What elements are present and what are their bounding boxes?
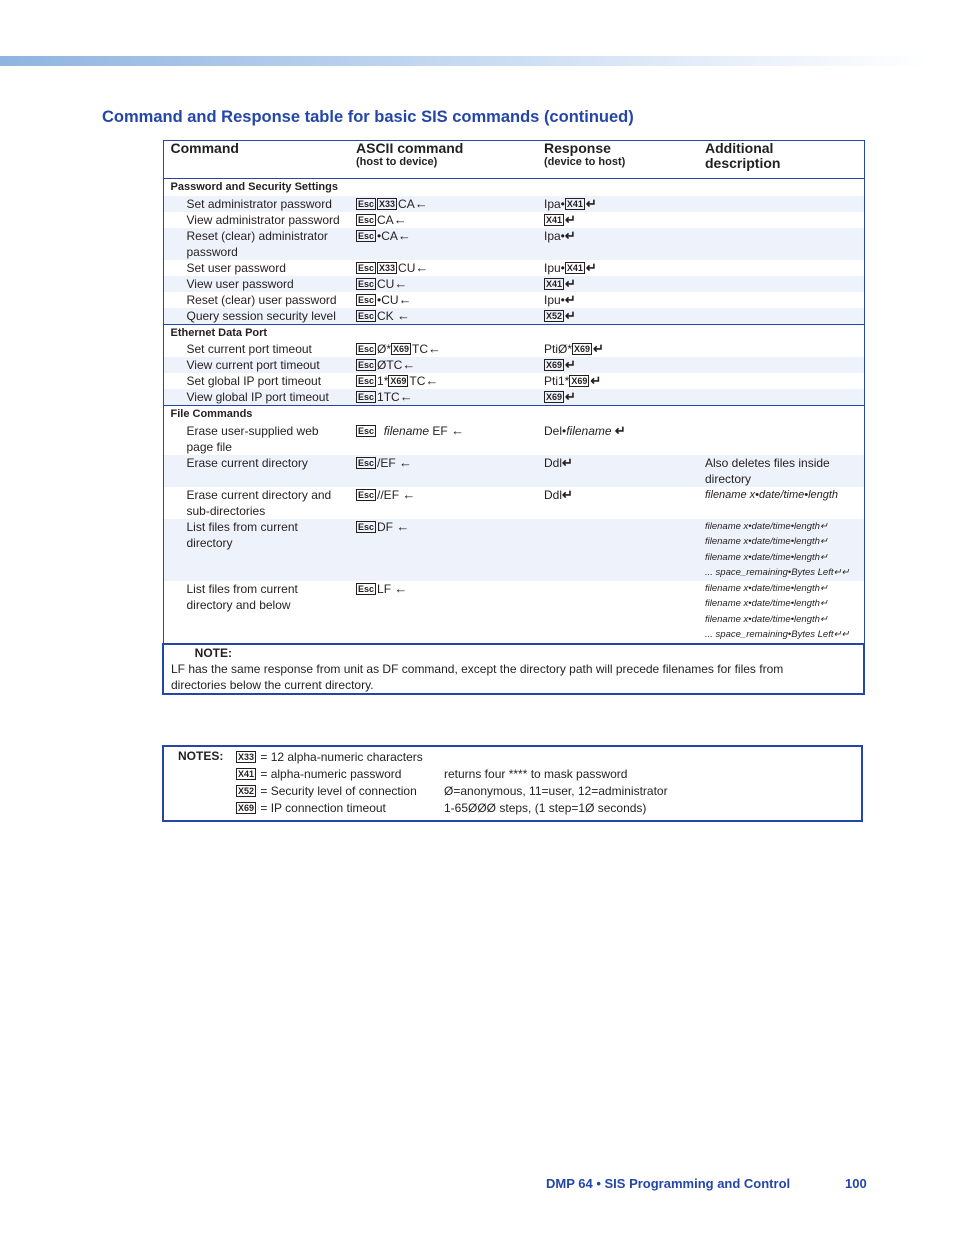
header-command: Command	[163, 141, 349, 179]
response-cell	[537, 519, 698, 581]
command-description: View administrator password	[186, 212, 340, 227]
command-text: Ipa•	[544, 228, 565, 243]
section-header-row	[163, 324, 864, 341]
ascii-command-cell	[349, 228, 537, 260]
variable-text: filename	[566, 423, 612, 438]
table-row	[163, 373, 864, 389]
x69-key-box: X69	[574, 344, 591, 354]
command-description: Set administrator password	[163, 196, 349, 212]
ascii-command-cell	[349, 292, 537, 308]
command-text: Ø*	[377, 342, 392, 356]
notes-extra-text: 1-65ØØØ steps, (1 step=1Ø seconds)	[444, 801, 647, 815]
command-text: Pti1*	[544, 374, 570, 388]
send-arrow-icon: ←	[397, 227, 411, 243]
notes-definition	[236, 749, 423, 765]
esc-key-box: Esc	[358, 360, 375, 370]
return-arrow-icon: ↵	[585, 259, 597, 275]
ascii-command-cell	[349, 196, 537, 212]
table-row	[163, 228, 864, 260]
response-cell	[537, 292, 698, 308]
response-cell	[537, 196, 698, 212]
command-description: List files from current directory and below	[186, 581, 298, 612]
command-text: CA	[377, 212, 394, 227]
return-arrow-icon: ↵	[564, 291, 576, 307]
file-listing-line: filename x•date/time•length↵	[705, 520, 828, 532]
ascii-command-cell	[349, 455, 537, 487]
esc-key-box: Esc	[358, 262, 375, 273]
send-arrow-icon: ←	[414, 195, 428, 211]
file-listing-line: filename x•date/time•length↵	[705, 582, 828, 594]
return-arrow-icon: ↵	[590, 373, 602, 388]
x69-key-box: X69	[393, 344, 410, 354]
header-ascii: ASCII command (host to device)	[349, 141, 537, 179]
additional-description	[698, 228, 864, 260]
file-listing-line: ... space_remaining•Bytes Left↵↵	[705, 629, 850, 640]
notes-definition	[236, 766, 401, 782]
x33-key-box: X33	[238, 752, 255, 762]
esc-key-box: Esc	[358, 198, 375, 209]
section-title: Ethernet Data Port	[163, 324, 864, 341]
return-arrow-icon: ↵	[614, 422, 626, 438]
ascii-command-cell	[349, 581, 537, 644]
command-description: List files from current directory	[163, 519, 349, 581]
response-cell	[537, 581, 698, 644]
send-arrow-icon: ←	[394, 275, 408, 291]
esc-key-box: Esc	[358, 583, 375, 594]
table-body	[163, 179, 864, 644]
return-arrow-icon: ↵	[565, 307, 576, 323]
x41-key-box: X41	[546, 214, 563, 225]
note-cell	[163, 644, 864, 694]
esc-key-box: Esc	[358, 294, 375, 305]
return-arrow-icon: ↵	[564, 227, 576, 243]
file-listing-line: ... space_remaining•Bytes Left↵↵	[705, 567, 850, 578]
additional-description	[698, 308, 864, 325]
return-arrow-icon: ↵	[562, 486, 573, 502]
ascii-command-cell	[349, 341, 537, 357]
header-response: Response (device to host)	[537, 141, 698, 179]
esc-key-box: Esc	[358, 376, 375, 386]
table-row	[163, 276, 864, 292]
x52-key-box: X52	[238, 786, 255, 796]
command-description: Reset (clear) user password	[186, 292, 337, 307]
response-cell	[537, 455, 698, 487]
send-arrow-icon: ←	[415, 259, 429, 275]
notes-item	[236, 749, 856, 765]
section-title: File Commands	[163, 406, 864, 423]
send-arrow-icon: ←	[394, 580, 408, 596]
table-row	[163, 487, 864, 519]
table-row	[163, 357, 864, 373]
additional-description	[698, 357, 864, 373]
command-text: •CA	[377, 228, 398, 243]
file-listing-line: filename x•date/time•length↵	[705, 598, 828, 609]
notes-item	[236, 766, 856, 782]
command-text: CU	[377, 276, 395, 291]
notes-definition-text: = Security level of connection	[257, 784, 417, 798]
notes-label: NOTES:	[178, 749, 224, 763]
additional-description	[698, 276, 864, 292]
command-text: TC	[412, 342, 429, 356]
response-cell	[537, 389, 698, 406]
command-description: Set user password	[186, 260, 286, 275]
additional-description	[698, 423, 864, 455]
note-row	[163, 644, 864, 694]
section-header-row	[163, 406, 864, 423]
header-additional: Additional description	[698, 141, 864, 179]
table-row	[163, 519, 864, 581]
x33-key-box: X33	[379, 198, 396, 209]
esc-key-box: Esc	[358, 310, 375, 321]
send-arrow-icon: ←	[399, 389, 413, 404]
notes-definition-text: = 12 alpha-numeric characters	[257, 750, 423, 764]
send-arrow-icon: ←	[451, 422, 465, 438]
x41-key-box: X41	[566, 198, 583, 209]
additional-description	[698, 260, 864, 276]
ascii-command-cell	[349, 357, 537, 373]
table-row	[163, 389, 864, 406]
file-listing-line: filename x•date/time•length↵	[705, 551, 828, 563]
command-text: /EF	[377, 455, 400, 470]
page-number: 100	[845, 1176, 867, 1191]
command-text: CK	[377, 308, 398, 323]
footer-title: DMP 64 • SIS Programming and Control	[546, 1176, 791, 1191]
notes-box	[162, 745, 863, 822]
return-arrow-icon: ↵	[565, 211, 576, 227]
esc-key-box: Esc	[358, 457, 375, 468]
notes-extra-text: Ø=anonymous, 11=user, 12=administrator	[444, 784, 668, 798]
send-arrow-icon: ←	[402, 486, 416, 502]
response-cell	[537, 423, 698, 455]
additional-description: Also deletes files inside directory	[698, 455, 864, 487]
additional-description	[698, 292, 864, 308]
table-row	[163, 292, 864, 308]
ascii-command-cell	[349, 308, 537, 325]
x69-key-box: X69	[390, 376, 407, 386]
notes-definition-text: = alpha-numeric password	[257, 767, 402, 781]
send-arrow-icon: ←	[425, 373, 439, 388]
return-arrow-icon: ↵	[565, 357, 576, 372]
command-text: Ipu•	[544, 260, 565, 275]
command-text: 1*	[377, 374, 389, 388]
command-description: View user password	[163, 276, 349, 292]
table-row	[163, 581, 864, 644]
command-text	[377, 424, 384, 438]
notes-definition-text: = IP connection timeout	[257, 801, 386, 815]
ascii-command-cell	[349, 276, 537, 292]
ascii-command-cell	[349, 423, 537, 455]
x69-key-box: X69	[571, 376, 588, 386]
notes-definition	[236, 783, 417, 799]
x52-key-box: X52	[546, 310, 563, 321]
esc-key-box: Esc	[358, 278, 375, 289]
response-cell	[537, 308, 698, 325]
esc-key-box: Esc	[358, 489, 375, 500]
x41-key-box: X41	[238, 769, 255, 779]
return-arrow-icon: ↵	[565, 389, 576, 404]
command-text: Ipa•	[544, 196, 565, 211]
command-text: •CU	[377, 292, 399, 307]
ascii-command-cell	[349, 487, 537, 519]
command-text: Ipu•	[544, 292, 565, 307]
file-listing-line: filename x•date/time•length↵	[705, 536, 828, 547]
command-text: 1TC	[377, 390, 400, 404]
command-text: TC	[409, 374, 426, 388]
additional-description	[698, 196, 864, 212]
x33-key-box: X33	[379, 262, 396, 273]
response-cell	[537, 487, 698, 519]
command-description: Erase current directory and sub-directories	[186, 487, 332, 518]
notes-item	[236, 800, 856, 816]
notes-definition	[236, 800, 386, 816]
command-text: CU	[398, 260, 416, 275]
send-arrow-icon: ←	[399, 454, 413, 470]
table-header-row	[163, 141, 864, 179]
command-table	[162, 140, 865, 695]
send-arrow-icon: ←	[402, 357, 416, 372]
command-text: PtiØ*	[544, 342, 573, 356]
send-arrow-icon: ←	[428, 341, 442, 356]
x69-key-box: X69	[546, 392, 563, 402]
ascii-command-cell	[349, 212, 537, 228]
additional-description	[698, 581, 864, 644]
additional-description	[698, 519, 864, 581]
command-description: View global IP port timeout	[163, 389, 349, 406]
command-text: Ddl	[544, 487, 563, 502]
esc-key-box: Esc	[358, 425, 375, 436]
additional-description	[698, 341, 864, 357]
command-text: Ddl	[544, 455, 563, 470]
esc-key-box: Esc	[358, 344, 375, 354]
additional-description	[698, 373, 864, 389]
command-text: Del•	[544, 423, 567, 438]
response-cell	[537, 341, 698, 357]
table-row	[163, 423, 864, 455]
return-arrow-icon: ↵	[562, 454, 573, 470]
ascii-command-cell	[349, 519, 537, 581]
command-text: CA	[398, 196, 415, 211]
esc-key-box: Esc	[358, 214, 375, 225]
table-row	[163, 212, 864, 228]
response-cell	[537, 276, 698, 292]
x41-key-box: X41	[566, 262, 583, 273]
section-title: Password and Security Settings	[170, 181, 338, 193]
send-arrow-icon: ←	[396, 518, 410, 534]
send-arrow-icon: ←	[397, 307, 411, 323]
esc-key-box: Esc	[358, 521, 375, 532]
table-row	[163, 455, 864, 487]
command-description: Erase current directory	[163, 455, 349, 487]
page-title: Command and Response table for basic SIS commands (continued)	[102, 108, 634, 126]
response-cell	[537, 357, 698, 373]
return-arrow-icon: ↵	[585, 195, 597, 211]
command-text: //EF	[377, 487, 403, 502]
send-arrow-icon: ←	[398, 291, 412, 307]
top-gradient-bar	[0, 56, 930, 66]
command-description: Erase user-supplied web page file	[186, 423, 319, 454]
additional-description: filename x•date/time•length	[705, 488, 839, 501]
response-cell	[537, 373, 698, 389]
command-description: View current port timeout	[163, 357, 349, 373]
table-row	[163, 260, 864, 276]
note-label: NOTE:	[194, 645, 232, 660]
esc-key-box: Esc	[358, 392, 375, 402]
table-row	[163, 308, 864, 325]
notes-item	[236, 783, 856, 799]
command-description: Query session security level	[163, 308, 349, 325]
response-cell	[537, 260, 698, 276]
command-description: Reset (clear) administrator password	[163, 228, 349, 260]
command-text: ØTC	[377, 358, 403, 372]
table-row	[163, 196, 864, 212]
command-text: EF	[429, 423, 452, 438]
table-row	[163, 341, 864, 357]
section-header-row	[163, 179, 864, 196]
ascii-command-cell	[349, 260, 537, 276]
additional-description	[698, 389, 864, 406]
variable-text: filename	[383, 423, 430, 438]
notes-extra-text: returns four **** to mask password	[444, 767, 628, 781]
send-arrow-icon: ←	[393, 211, 407, 227]
command-description: Set current port timeout	[186, 342, 312, 356]
note-text: LF has the same response from unit as DF command, except the directory path will precede filenames for files from directories below the current directory.	[171, 661, 784, 692]
command-description: Set global IP port timeout	[186, 374, 322, 388]
x41-key-box: X41	[546, 278, 563, 289]
x69-key-box: X69	[546, 360, 563, 370]
command-text: LF	[377, 581, 395, 596]
additional-description	[698, 212, 864, 228]
x69-key-box: X69	[238, 803, 255, 813]
response-cell	[537, 212, 698, 228]
esc-key-box: Esc	[358, 230, 375, 241]
return-arrow-icon: ↵	[565, 275, 576, 291]
file-listing-line: filename x•date/time•length↵	[705, 613, 828, 625]
ascii-command-cell	[349, 373, 537, 389]
command-text: DF	[377, 519, 397, 534]
ascii-command-cell	[349, 389, 537, 406]
response-cell	[537, 228, 698, 260]
return-arrow-icon: ↵	[593, 341, 604, 356]
